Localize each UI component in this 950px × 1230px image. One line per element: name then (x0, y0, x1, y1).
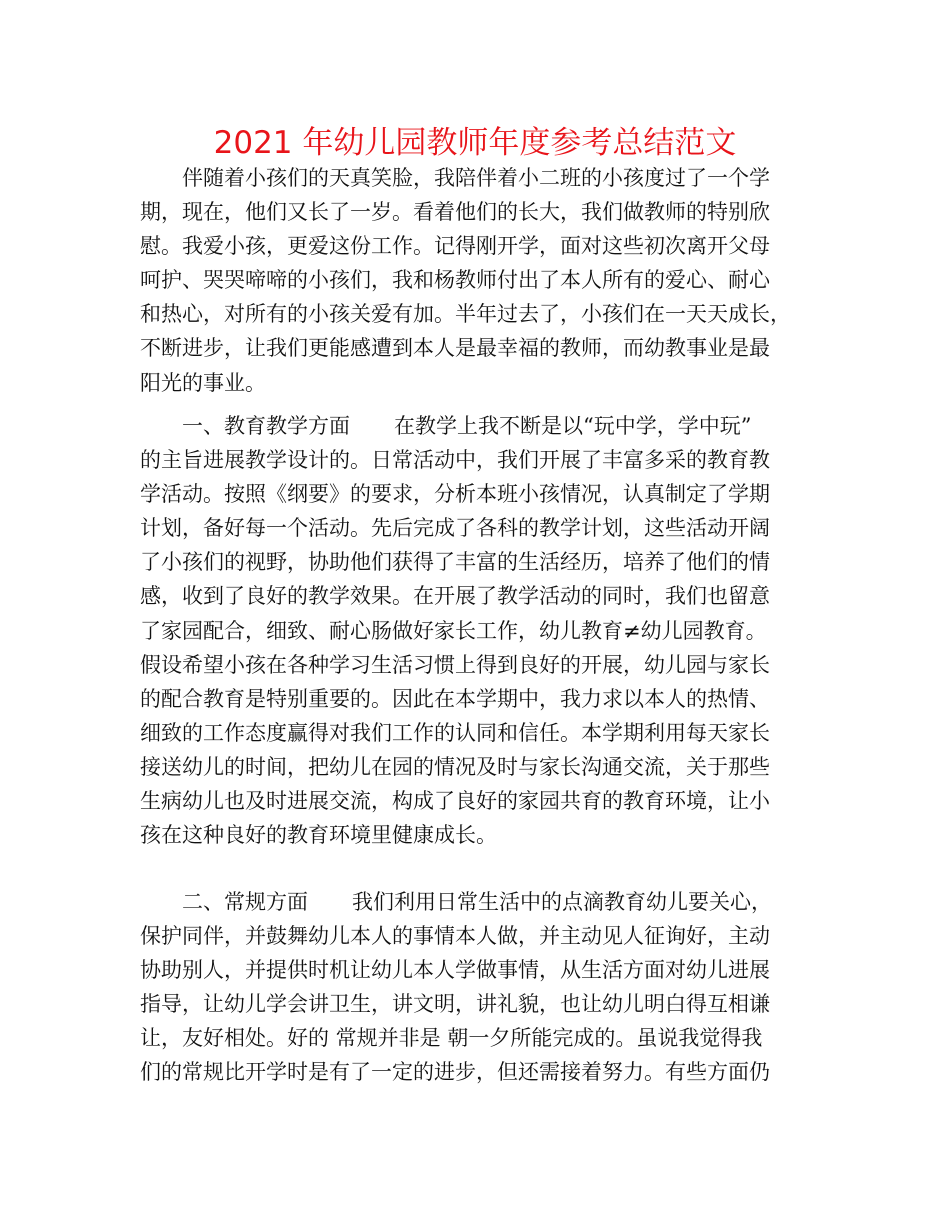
paragraph-line: 指导，让幼儿学会讲卫生，讲文明，讲礼貌，也让幼儿明白得互相谦 (140, 992, 770, 1017)
paragraph-line: 慰。我爱小孩，更爱这份工作。记得刚开学，面对这些初次离开父母 (140, 234, 770, 259)
paragraph-line: 伴随着小孩们的天真笑脸，我陪伴着小二班的小孩度过了一个学 (182, 166, 770, 190)
paragraph-first-line (140, 409, 822, 443)
paragraph-line: 计划，备好每一个活动。先后完成了各科的教学计划，这些活动开阔 (140, 516, 770, 541)
paragraph-line: 接送幼儿的时间，把幼儿在园的情况及时与家长沟通交流，关于那些 (140, 754, 770, 779)
section-heading: 一、教育教学方面 (182, 414, 350, 438)
paragraph-line: 生病幼儿也及时进展交流，构成了良好的家园共育的教育环境，让小 (140, 789, 770, 814)
paragraph-line: 我们利用日常生活中的点滴教育幼儿要关心， (352, 890, 772, 914)
paragraph-line: 感，收到了良好的教学效果。在开展了教学活动的同时，我们也留意 (140, 584, 770, 609)
paragraph-routine (140, 885, 822, 1090)
page-title: 2021 年幼儿园教师年度参考总结范文 (213, 125, 737, 161)
paragraph-line: 让，友好相处。好的 常规并非是 朝一夕所能完成的。虽说我觉得我 (140, 1026, 763, 1051)
paragraph-line: 期，现在，他们又长了一岁。看着他们的长大，我们做教师的特别欣 (140, 200, 770, 225)
paragraph-line: 在教学上我不断是以“玩中学，学中玩” (394, 414, 752, 438)
paragraph-line: 孩在这种良好的教育环境里健康成长。 (140, 823, 497, 848)
paragraph-line: 学活动。按照《纲要》的要求，分析本班小孩情况，认真制定了学期 (140, 482, 770, 507)
paragraph-line: 们的常规比开学时是有了一定的进步，但还需接着努力。有些方面仍 (140, 1060, 770, 1085)
paragraph-line: 和热心，对所有的小孩关爱有加。半年过去了，小孩们在一天天成长， (140, 302, 791, 327)
paragraph-line: 假设希望小孩在各种学习生活习惯上得到良好的开展，幼儿园与家长 (140, 652, 770, 677)
paragraph-line: 了家园配合，细致、耐心肠做好家长工作，幼儿教育≠幼儿园教育。 (140, 618, 767, 643)
paragraph-line: 协助别人，并提供时机让幼儿本人学做事情，从生活方面对幼儿进展 (140, 958, 770, 983)
paragraph-intro (140, 161, 822, 400)
paragraph-line: 呵护、哭哭啼啼的小孩们，我和杨教师付出了本人所有的爱心、耐心 (140, 268, 770, 293)
paragraph-line: 的配合教育是特别重要的。因此在本学期中，我力求以本人的热情、 (140, 686, 770, 711)
paragraph-line: 保护同伴，并鼓舞幼儿本人的事情本人做，并主动见人征询好，主动 (140, 924, 770, 949)
section-heading: 二、常规方面 (182, 890, 308, 914)
paragraph-line: 细致的工作态度赢得对我们工作的认同和信任。本学期利用每天家长 (140, 720, 770, 745)
paragraph-first-line (140, 885, 822, 919)
paragraph-line: 阳光的事业。 (140, 370, 266, 395)
paragraph-line: 了小孩们的视野，协助他们获得了丰富的生活经历，培养了他们的情 (140, 550, 770, 575)
paragraph-line (140, 852, 822, 886)
paragraph-teaching (140, 409, 822, 886)
paragraph-line: 不断进步，让我们更能感遭到本人是最幸福的教师，而幼教事业是最 (140, 336, 770, 361)
paragraph-line: 的主旨进展教学设计的。日常活动中，我们开展了丰富多采的教育教 (140, 448, 770, 473)
